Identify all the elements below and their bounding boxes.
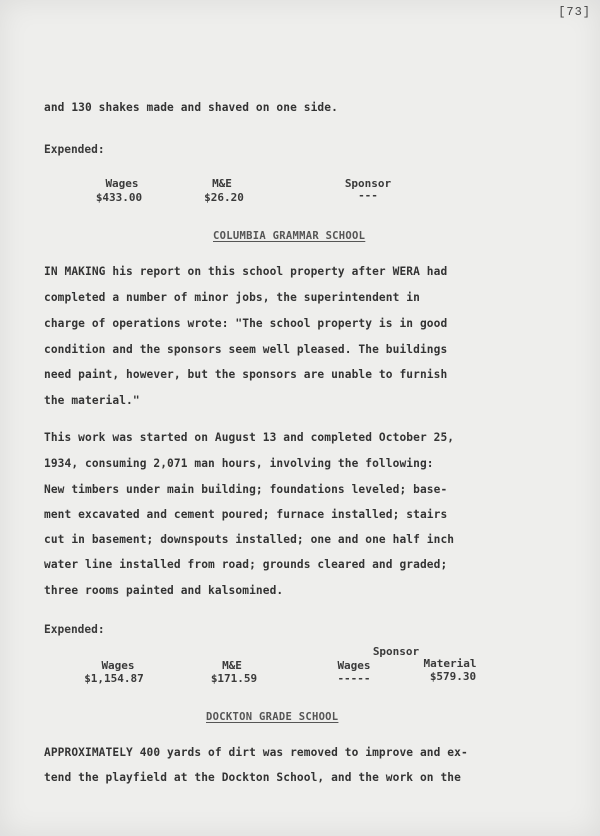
wages-value-2: $1,154.87 (84, 672, 144, 685)
mse-header-2: M&E (222, 659, 242, 672)
sponsor-wages-value-2: ----- (337, 672, 371, 685)
paragraph-line: tend the playfield at the Dockton School, and the work on the (44, 771, 461, 784)
paragraph-line: This work was started on August 13 and completed October 25, (44, 431, 455, 444)
section-heading-dockton: DOCKTON GRADE SCHOOL (206, 711, 339, 723)
paragraph-line: water line installed from road; grounds cleared and graded; (44, 558, 448, 571)
wages-header-2: Wages (101, 659, 135, 672)
sponsor-value-1: --- (358, 189, 378, 202)
intro-line: and 130 shakes made and shaved on one side. (44, 101, 338, 114)
paragraph-line: condition and the sponsors seem well pleased. The buildings (44, 343, 448, 356)
sponsor-header-2: Sponsor (372, 645, 420, 658)
paragraph-line: three rooms painted and kalsomined. (44, 584, 284, 597)
paragraph-line: ment excavated and cement poured; furnace installed; stairs (44, 508, 448, 521)
paragraph-line: IN MAKING his report on this school property after WERA had (44, 265, 448, 278)
mse-value-1: $26.20 (204, 191, 244, 204)
expended-label-1: Expended: (44, 143, 105, 156)
mse-value-2: $171.59 (210, 672, 258, 685)
paragraph-line: New timbers under main building; foundations leveled; base- (44, 483, 448, 496)
sponsor-header-1: Sponsor (344, 177, 392, 190)
paragraph-line: charge of operations wrote: "The school property is in good (44, 317, 448, 330)
paragraph-line: the material." (44, 394, 140, 407)
sponsor-material-value-2: $579.30 (429, 670, 477, 683)
paragraph-line: 1934, consuming 2,071 man hours, involving the following: (44, 457, 434, 470)
mse-header-1: M&E (212, 177, 232, 190)
expended-label-2: Expended: (44, 623, 105, 636)
paragraph-line: APPROXIMATELY 400 yards of dirt was removed to improve and ex- (44, 746, 468, 759)
sponsor-wages-header-2: Wages (337, 659, 371, 672)
paragraph-line: need paint, however, but the sponsors are unable to furnish (44, 368, 448, 381)
wages-value-1: $433.00 (95, 191, 143, 204)
page-number-mark: [73] (558, 5, 591, 19)
sponsor-material-header-2: Material (423, 657, 477, 670)
section-heading-columbia: COLUMBIA GRAMMAR SCHOOL (213, 230, 366, 242)
wages-header-1: Wages (105, 177, 139, 190)
paragraph-line: cut in basement; downspouts installed; one and one half inch (44, 533, 455, 546)
paragraph-line: completed a number of minor jobs, the superintendent in (44, 291, 420, 304)
